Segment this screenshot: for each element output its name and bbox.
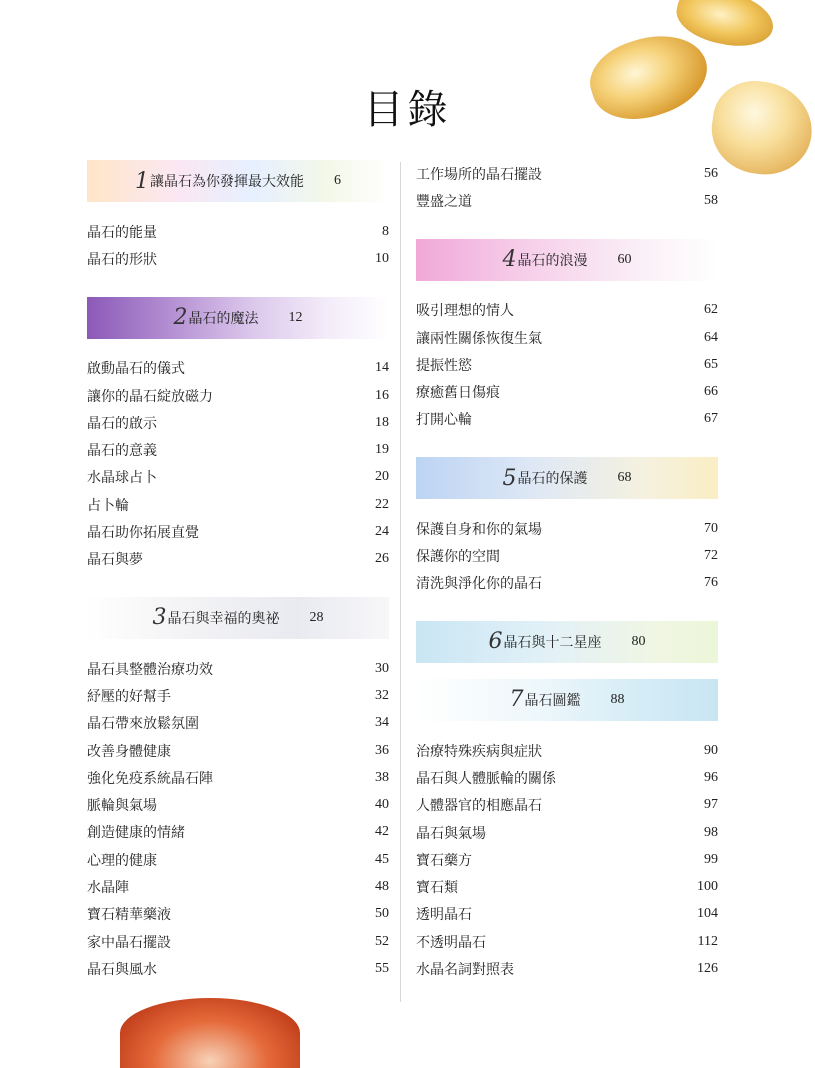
toc-entry-page: 24 bbox=[375, 524, 389, 540]
toc-entry-title: 寶石藥方 bbox=[416, 852, 472, 869]
toc-entry-page: 22 bbox=[375, 496, 389, 512]
chapter-page-number: 80 bbox=[631, 633, 646, 649]
toc-entry-page: 32 bbox=[375, 687, 389, 703]
toc-entry-title: 保護自身和你的氣場 bbox=[416, 521, 542, 538]
toc-entry[interactable] bbox=[416, 378, 718, 405]
toc-entry-page: 38 bbox=[375, 769, 389, 785]
toc-entry[interactable] bbox=[416, 351, 718, 378]
toc-entry-title: 水晶陣 bbox=[87, 879, 129, 896]
toc-entry-page: 14 bbox=[375, 360, 389, 376]
toc-entry-title: 寶石類 bbox=[416, 880, 458, 897]
toc-entry[interactable] bbox=[87, 846, 389, 873]
chapter-title: 晶石的保護 bbox=[517, 471, 588, 488]
toc-entry[interactable] bbox=[416, 187, 718, 214]
toc-entry-page: 96 bbox=[704, 769, 718, 785]
toc-entry-page: 40 bbox=[375, 797, 389, 813]
toc-entry-title: 不透明晶石 bbox=[416, 934, 486, 951]
toc-entry-title: 強化免疫系統晶石陣 bbox=[87, 770, 213, 787]
spacer bbox=[87, 573, 389, 597]
toc-entry[interactable] bbox=[416, 570, 718, 597]
toc-entry-title: 占卜輪 bbox=[87, 497, 129, 514]
toc-entry-title: 吸引理想的情人 bbox=[416, 303, 514, 320]
chapter-title: 晶石的魔法 bbox=[188, 310, 259, 327]
toc-entry-page: 64 bbox=[704, 329, 718, 345]
spacer bbox=[416, 499, 718, 515]
toc-entry-title: 晶石助你拓展直覺 bbox=[87, 525, 199, 542]
toc-entry-page: 56 bbox=[704, 165, 718, 181]
toc-entry-title: 寶石精華藥液 bbox=[87, 907, 171, 924]
chapter-number: 4 bbox=[502, 247, 517, 273]
toc-entry-page: 66 bbox=[704, 384, 718, 400]
chapter-heading[interactable] bbox=[416, 679, 718, 721]
chapter-title: 晶石的浪漫 bbox=[517, 252, 588, 269]
toc-entry-title: 晶石的形狀 bbox=[87, 251, 157, 268]
toc-entry[interactable] bbox=[416, 324, 718, 351]
toc-entry-title: 紓壓的好幫手 bbox=[87, 688, 171, 705]
toc-entry-page: 90 bbox=[704, 742, 718, 758]
spacer bbox=[416, 433, 718, 457]
toc-entry[interactable] bbox=[416, 928, 718, 955]
toc-entry-title: 工作場所的晶石擺設 bbox=[416, 166, 542, 183]
chapter-number: 5 bbox=[502, 465, 517, 491]
toc-entry-title: 改善身體健康 bbox=[87, 743, 171, 760]
toc-entry[interactable] bbox=[87, 655, 389, 682]
toc-entry[interactable] bbox=[416, 901, 718, 928]
toc-entry-page: 104 bbox=[697, 906, 718, 922]
toc-entry-title: 晶石的啟示 bbox=[87, 415, 157, 432]
toc-entry[interactable] bbox=[87, 710, 389, 737]
toc-entry-page: 20 bbox=[375, 469, 389, 485]
toc-entry[interactable] bbox=[87, 737, 389, 764]
toc-entry-title: 晶石與氣場 bbox=[416, 825, 486, 842]
toc-entry-page: 98 bbox=[704, 824, 718, 840]
toc-entry-title: 治療特殊疾病與症狀 bbox=[416, 743, 542, 760]
toc-entry-title: 晶石與風水 bbox=[87, 961, 157, 978]
spacer bbox=[416, 663, 718, 679]
toc-right-column bbox=[416, 160, 718, 983]
chapter-page-number: 12 bbox=[288, 309, 303, 325]
spacer bbox=[416, 721, 718, 737]
toc-entry-title: 清洗與淨化你的晶石 bbox=[416, 576, 542, 593]
toc-entry-page: 99 bbox=[704, 851, 718, 867]
toc-entry[interactable] bbox=[416, 515, 718, 542]
toc-entry-page: 50 bbox=[375, 906, 389, 922]
toc-entry-page: 67 bbox=[704, 411, 718, 427]
toc-entry-title: 晶石的意義 bbox=[87, 443, 157, 460]
chapter-number: 7 bbox=[509, 687, 524, 713]
toc-entry-page: 30 bbox=[375, 660, 389, 676]
chapter-heading[interactable] bbox=[416, 239, 718, 281]
toc-entry-page: 19 bbox=[375, 442, 389, 458]
toc-entry-page: 34 bbox=[375, 715, 389, 731]
toc-entry[interactable] bbox=[416, 406, 718, 433]
chapter-title: 晶石圖鑑 bbox=[524, 692, 581, 709]
toc-entry[interactable] bbox=[87, 764, 389, 791]
toc-entry-page: 52 bbox=[375, 933, 389, 949]
toc-entry-page: 58 bbox=[704, 192, 718, 208]
chapter-page-number: 88 bbox=[610, 691, 625, 707]
toc-entry-title: 心理的健康 bbox=[87, 852, 157, 869]
spacer bbox=[416, 215, 718, 239]
spacer bbox=[87, 639, 389, 655]
column-divider bbox=[400, 162, 401, 1002]
toc-entry-page: 26 bbox=[375, 551, 389, 567]
toc-entry-page: 16 bbox=[375, 387, 389, 403]
toc-entry[interactable] bbox=[87, 518, 389, 545]
chapter-page-number: 60 bbox=[617, 251, 632, 267]
toc-entry-title: 晶石與人體脈輪的關係 bbox=[416, 770, 556, 787]
spacer bbox=[87, 273, 389, 297]
toc-entry[interactable] bbox=[87, 928, 389, 955]
toc-entry[interactable] bbox=[87, 901, 389, 928]
toc-entry-page: 48 bbox=[375, 878, 389, 894]
toc-entry-page: 65 bbox=[704, 356, 718, 372]
toc-entry-page: 72 bbox=[704, 548, 718, 564]
page-title: 目錄 bbox=[363, 87, 452, 133]
toc-entry-title: 脈輪與氣場 bbox=[87, 798, 157, 815]
chapter-heading[interactable] bbox=[416, 621, 718, 663]
toc-entry-title: 透明晶石 bbox=[416, 907, 472, 924]
toc-entry[interactable] bbox=[416, 955, 718, 982]
toc-entry-title: 家中晶石擺設 bbox=[87, 934, 171, 951]
chapter-page-number: 28 bbox=[309, 609, 324, 625]
toc-entry-page: 8 bbox=[382, 223, 389, 239]
toc-entry-title: 水晶名詞對照表 bbox=[416, 961, 514, 978]
toc-entry-title: 晶石與夢 bbox=[87, 552, 143, 569]
toc-entry[interactable] bbox=[87, 436, 389, 463]
toc-entry-page: 18 bbox=[375, 414, 389, 430]
toc-entry-page: 126 bbox=[697, 960, 718, 976]
toc-entry-page: 10 bbox=[375, 250, 389, 266]
toc-entry-page: 100 bbox=[697, 879, 718, 895]
toc-entry-page: 42 bbox=[375, 824, 389, 840]
chapter-title: 晶石與十二星座 bbox=[503, 634, 602, 651]
toc-entry[interactable] bbox=[87, 955, 389, 982]
chapter-heading[interactable] bbox=[87, 297, 389, 339]
toc-entry[interactable] bbox=[87, 245, 389, 272]
toc-entry[interactable] bbox=[87, 682, 389, 709]
chapter-heading[interactable] bbox=[87, 160, 389, 202]
toc-entry-title: 水晶球占卜 bbox=[87, 470, 157, 487]
toc-entry-page: 112 bbox=[697, 933, 718, 949]
toc-entry[interactable] bbox=[87, 791, 389, 818]
chapter-page-number: 6 bbox=[334, 173, 341, 188]
chapter-number: 6 bbox=[488, 629, 503, 655]
toc-entry[interactable] bbox=[416, 764, 718, 791]
toc-entry[interactable] bbox=[416, 819, 718, 846]
toc-entry[interactable] bbox=[87, 218, 389, 245]
toc-entry-page: 76 bbox=[704, 575, 718, 591]
toc-entry-title: 療癒舊日傷痕 bbox=[416, 385, 500, 402]
toc-entry-page: 97 bbox=[704, 797, 718, 813]
toc-entry-page: 36 bbox=[375, 742, 389, 758]
toc-entry-title: 創造健康的情緒 bbox=[87, 825, 185, 842]
toc-entry[interactable] bbox=[416, 542, 718, 569]
toc-entry-page: 45 bbox=[375, 851, 389, 867]
spacer bbox=[87, 339, 389, 355]
toc-entry[interactable] bbox=[87, 873, 389, 900]
toc-entry[interactable] bbox=[416, 792, 718, 819]
toc-entry-page: 55 bbox=[375, 960, 389, 976]
toc-entry-title: 讓兩性關係恢復生氣 bbox=[416, 330, 542, 347]
toc-entry-title: 提振性慾 bbox=[416, 357, 472, 374]
toc-entry-title: 豐盛之道 bbox=[416, 193, 472, 210]
spacer bbox=[416, 281, 718, 297]
toc-entry[interactable] bbox=[87, 491, 389, 518]
toc-entry[interactable] bbox=[87, 382, 389, 409]
toc-entry-title: 晶石具整體治療功效 bbox=[87, 661, 213, 678]
chapter-number: 1 bbox=[135, 168, 149, 194]
chapter-number: 2 bbox=[173, 305, 188, 331]
toc-entry-title: 保護你的空間 bbox=[416, 549, 500, 566]
toc-entry-title: 啟動晶石的儀式 bbox=[87, 361, 185, 378]
spacer bbox=[87, 202, 389, 218]
chapter-title: 讓晶石為你發揮最大效能 bbox=[150, 174, 304, 190]
spacer bbox=[416, 597, 718, 621]
chapter-heading[interactable] bbox=[416, 457, 718, 499]
chapter-heading[interactable] bbox=[87, 597, 389, 639]
toc-entry[interactable] bbox=[416, 737, 718, 764]
toc-entry-title: 讓你的晶石綻放磁力 bbox=[87, 388, 213, 405]
toc-left-column bbox=[87, 160, 389, 983]
toc-entry-title: 晶石的能量 bbox=[87, 224, 157, 241]
toc-entry-title: 人體器官的相應晶石 bbox=[416, 798, 542, 815]
agate-slice-image bbox=[120, 998, 300, 1068]
toc-entry-page: 70 bbox=[704, 520, 718, 536]
toc-entry[interactable] bbox=[87, 409, 389, 436]
toc-entry[interactable] bbox=[87, 464, 389, 491]
chapter-number: 3 bbox=[152, 605, 167, 631]
toc-entry[interactable] bbox=[87, 355, 389, 382]
toc-entry[interactable] bbox=[87, 819, 389, 846]
toc-entry[interactable] bbox=[416, 160, 718, 187]
toc-entry-title: 晶石帶來放鬆氛圍 bbox=[87, 716, 199, 733]
toc-entry[interactable] bbox=[416, 297, 718, 324]
toc-entry-title: 打開心輪 bbox=[416, 412, 472, 429]
chapter-page-number: 68 bbox=[617, 470, 632, 486]
chapter-title: 晶石與幸福的奧祕 bbox=[167, 610, 280, 627]
toc-entry[interactable] bbox=[416, 873, 718, 900]
toc-entry-page: 62 bbox=[704, 302, 718, 318]
toc-entry[interactable] bbox=[416, 846, 718, 873]
toc-entry[interactable] bbox=[87, 546, 389, 573]
